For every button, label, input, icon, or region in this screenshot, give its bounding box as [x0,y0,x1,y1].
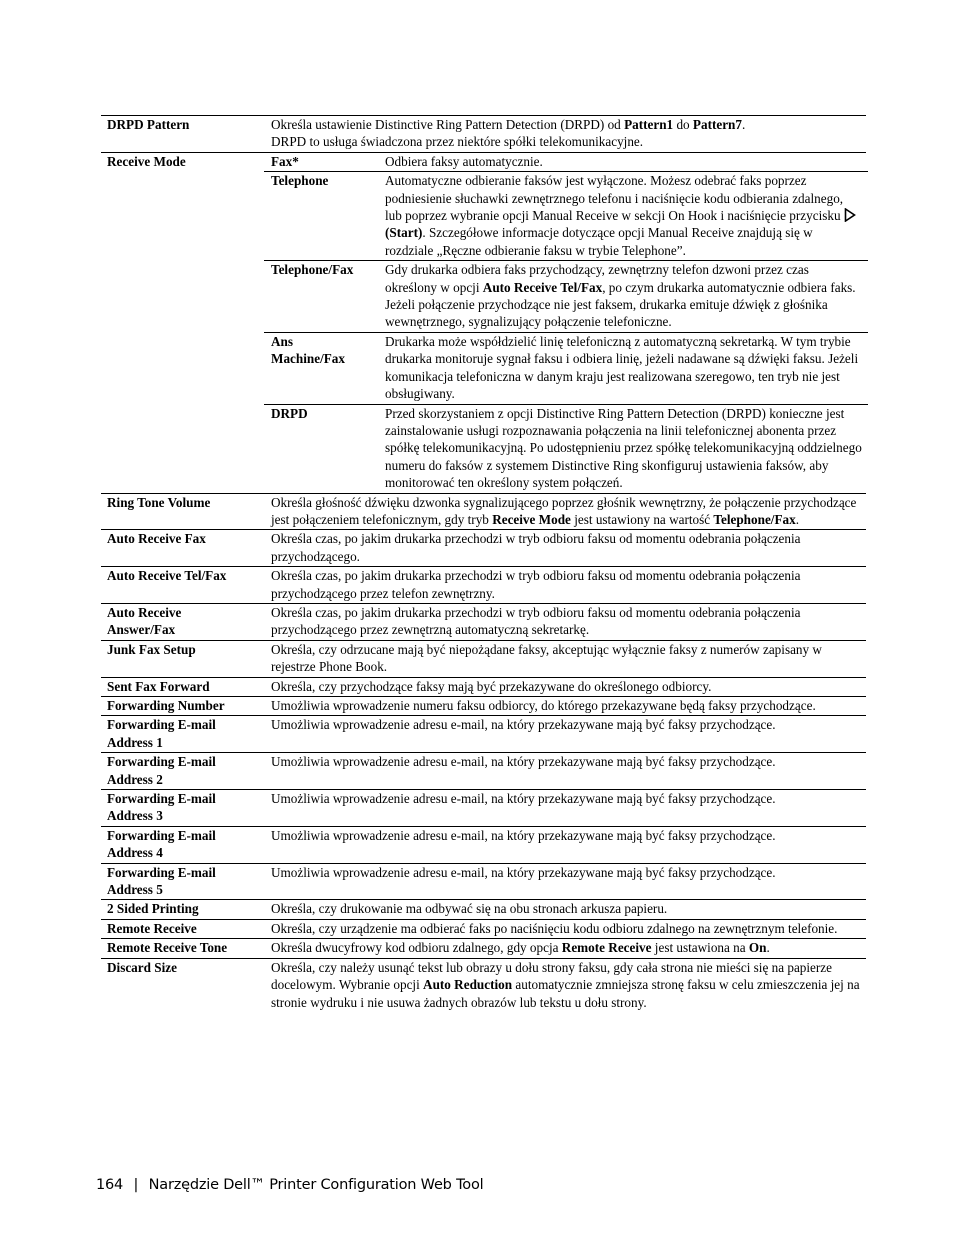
mode-row [264,404,868,493]
setting-description: Umożliwia wprowadzenie adresu e-mail, na który przekazywane mają być faksy przychodzące. [264,863,866,900]
setting-name: Remote Receive [101,919,264,938]
setting-description: Określa ustawienie Distinctive Ring Pattern Detection (DRPD) od Pattern1 do Pattern7. DRPD to usługa świadczona przez niektóre spółki telekomunikacyjne. [264,116,866,153]
table-row [101,677,866,696]
setting-name: Auto Receive Answer/Fax [101,603,264,640]
setting-name: Forwarding E-mail Address 4 [101,826,264,863]
setting-name: Receive Mode [101,152,264,493]
setting-name: Forwarding E-mail Address 2 [101,753,264,790]
table-row [101,493,866,530]
setting-description: Określa, czy odrzucane mają być niepożądane faksy, akceptując wyłącznie faksy z numerów zapisany w rejestrze Phone Book. [264,640,866,677]
receive-mode-table [264,153,868,493]
table-row [101,152,866,493]
table-row [101,863,866,900]
table-row [101,116,866,153]
table-row [101,939,866,958]
setting-name: DRPD Pattern [101,116,264,153]
setting-name: Forwarding E-mail Address 1 [101,716,264,753]
mode-description: Drukarka może współdzielić linię telefoniczną z automatyczną sekretarką. W tym trybie drukarka monitoruje sygnał faksu i odbiera linię, jeżeli nadawane są dźwięki faksu. Jeżeli komunikacja telefoniczna w danym kraju jest realizowana szeregowo, ten tryb nie jest obsługiwany. [378,332,868,404]
setting-name: Ring Tone Volume [101,493,264,530]
page-number: 164 [96,1177,124,1193]
footer-title: Narzędzie Dell™ Printer Configuration Web Tool [148,1177,484,1193]
setting-name: Forwarding E-mail Address 5 [101,863,264,900]
setting-name: 2 Sided Printing [101,900,264,919]
setting-description: Określa, czy przychodzące faksy mają być przekazywane do określonego odbiorcy. [264,677,866,696]
setting-description: Umożliwia wprowadzenie numeru faksu odbiorcy, do którego przekazywane będą faksy przychodzące. [264,697,866,716]
setting-description: Umożliwia wprowadzenie adresu e-mail, na który przekazywane mają być faksy przychodzące. [264,716,866,753]
table-row [101,826,866,863]
mode-description: Gdy drukarka odbiera faks przychodzący, zewnętrzny telefon dzwoni przez czas określony w opcji Auto Receive Tel/Fax, po czym drukarka automatycznie odbiera faks. Jeżeli połączenie przychodzące nie jest faksem, drukarka emituje dźwięk z głośnika wewnętrznego, sygnalizujący połączenie telefoniczne. [378,261,868,333]
mode-description: Przed skorzystaniem z opcji Distinctive Ring Pattern Detection (DRPD) konieczne jest zainstalowanie usługi rozpoznawania połączenia na linii telefonicznej abonenta przez spółkę telekomunikacyjną. Po udostępnieniu przez spółkę telekomunikacyjną oddzielnego numeru do faksów z systemem Distinctive Ring skonfiguruj ustawienia faksów, aby monitorować ten określony system połączeń. [378,404,868,493]
mode-name: Ans Machine/Fax [264,332,378,404]
setting-description: Określa czas, po jakim drukarka przechodzi w tryb odbioru faksu od momentu odebrania połączenia przychodzącego przez telefon zewnętrzny. [264,567,866,604]
table-row [101,716,866,753]
footer-separator: | [133,1177,139,1193]
play-triangle-icon [844,208,856,222]
setting-name: Sent Fax Forward [101,677,264,696]
mode-row [264,172,868,261]
setting-name: Auto Receive Fax [101,530,264,567]
page-footer [96,1177,483,1193]
table-row [101,753,866,790]
table-row [101,900,866,919]
settings-table [101,115,866,1012]
mode-name: Telephone/Fax [264,261,378,333]
table-row [101,530,866,567]
setting-description: Określa, czy należy usunąć tekst lub obrazy u dołu strony faksu, gdy cała strona nie mieści się na papierze docelowym. Wybranie opcji Auto Reduction automatycznie zmniejsza stronę faksu w celu zmieszczenia jej na stronie wydruku i nie usuwa żadnych obrazów lub tekstu u dołu strony. [264,958,866,1012]
setting-description: Określa czas, po jakim drukarka przechodzi w tryb odbioru faksu od momentu odebrania połączenia przychodzącego przez zewnętrzną automatyczną sekretarkę. [264,603,866,640]
setting-description: Określa, czy drukowanie ma odbywać się na obu stronach arkusza papieru. [264,900,866,919]
setting-description: Umożliwia wprowadzenie adresu e-mail, na który przekazywane mają być faksy przychodzące. [264,790,866,827]
setting-name: Auto Receive Tel/Fax [101,567,264,604]
table-row [101,958,866,1012]
setting-description: Umożliwia wprowadzenie adresu e-mail, na który przekazywane mają być faksy przychodzące. [264,753,866,790]
mode-name: DRPD [264,404,378,493]
settings-table-container [101,115,866,1012]
setting-description: Określa dwucyfrowy kod odbioru zdalnego, gdy opcja Remote Receive jest ustawiona na On. [264,939,866,958]
setting-name: Forwarding Number [101,697,264,716]
setting-name: Junk Fax Setup [101,640,264,677]
table-row [101,697,866,716]
mode-row [264,261,868,333]
mode-row [264,153,868,172]
mode-name: Telephone [264,172,378,261]
table-row [101,919,866,938]
table-row [101,790,866,827]
setting-description: Umożliwia wprowadzenie adresu e-mail, na który przekazywane mają być faksy przychodzące. [264,826,866,863]
setting-description: Określa, czy urządzenie ma odbierać faks po naciśnięciu kodu odbioru zdalnego na zewnętrznym telefonie. [264,919,866,938]
setting-name: Remote Receive Tone [101,939,264,958]
mode-description: Odbiera faksy automatycznie. [385,153,543,169]
mode-description: Automatyczne odbieranie faksów jest wyłączone. Możesz odebrać faks poprzez podniesienie słuchawki zewnętrznego telefonu i naciśnięcie kodu odbierania zdalnego, lub poprzez wybranie opcji Manual Receive w sekcji On Hook i naciśnięcie przycisku (Start). Szczegółowe informacje dotyczące opcji Manual Receive znajdują się w rozdziale „Ręczne odbieranie faksu w trybie Telephone”. [378,172,868,261]
mode-name: Fax* [271,153,299,169]
table-row [101,603,866,640]
setting-description: Określa głośność dźwięku dzwonka sygnalizującego poprzez głośnik wewnętrzny, że połączenie przychodzące jest połączeniem telefonicznym, gdy tryb Receive Mode jest ustawiony na wartość Telephone/Fax. [264,493,866,530]
table-row [101,640,866,677]
mode-row [264,332,868,404]
setting-name: Forwarding E-mail Address 3 [101,790,264,827]
setting-name: Discard Size [101,958,264,1012]
table-row [101,567,866,604]
setting-description: Określa czas, po jakim drukarka przechodzi w tryb odbioru faksu od momentu odebrania połączenia przychodzącego. [264,530,866,567]
receive-mode-options [264,152,866,493]
